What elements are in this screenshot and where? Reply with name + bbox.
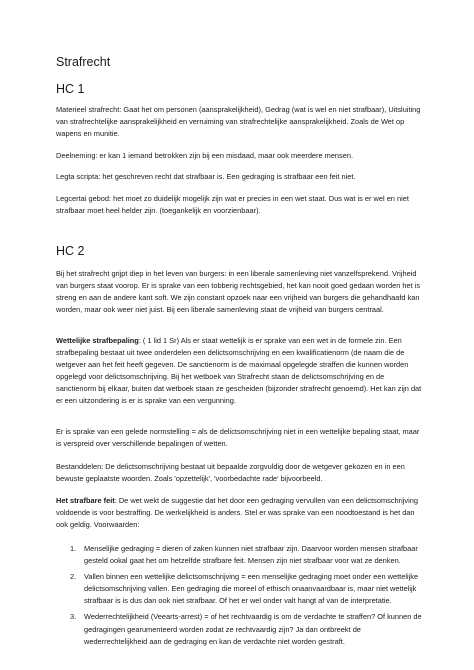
document-title: Strafrecht bbox=[56, 55, 111, 69]
list-number: 3. bbox=[70, 612, 77, 622]
paragraph-legcertai-gebod: Legcertai gebod: het moet zo duidelijk mogelijk zijn wat er precies in een wet staat. Dus wat is er wel en niet strafbaar moet heel helder zijn. (toegankelijk en voorzienbaar). bbox=[56, 194, 409, 216]
section-heading-hc1: HC 1 bbox=[56, 82, 85, 96]
paragraph-materieel-strafrecht: Materieel strafrecht: Gaat het om personen (aansprakelijkheid), Gedrag (wat is wel en niet strafbaar), Uitsluiting van strafrechtelijke aansprakelijkheid en verruiming van strafrechtelijke aansprakelijkheid. Zoals de Wet op wapens en munitie. bbox=[56, 105, 421, 139]
conditions-list bbox=[56, 543, 426, 652]
paragraph-strafbare-feit bbox=[56, 495, 426, 531]
text-wettelijke-strafbepaling: : ( 1 lid 1 Sr) Als er staat wettelijk is er sprake van een wet in de formele zin. Een strafbepaling bestaat uit twee onderdelen een delictsomschrijving en een kwalificatienorm (de naam die de wetgever aan het feit heeft gegeven. De sanctienorm is de maximaal opgelegde straffen die kunnen worden opgelegd voor delictsomschrijving. Bij het wetboek van Strafrecht staan de delictsomschrijving en de sanctienorm bij elkaar, buiten dat wetboek staan ze gescheiden (bijzonder strafrecht genoemd). Het kan zijn dat er een uitzondering is er is sprake van een vergunning. bbox=[56, 336, 422, 406]
section-heading-hc2: HC 2 bbox=[56, 244, 85, 258]
text-strafbare-feit: : De wet wekt de suggestie dat het door een gedraging vervullen van een delictsomschrijving voldoende is voor bestraffing. De werkelijkheid is anders. Stel er was sprake van een noodtoestand is het dan ook geldig. Voorwaarden: bbox=[56, 496, 418, 530]
list-item-text: Wederrechtelijkheid (Veearts-arrest) = of het rechtvaardig is om de verdachte te straffen? Of kunnen de gedragingen gearumenteerd worden zodat ze rechtvaardig zijn? Ja dan ontbreekt de wederrechtelijkheid aan de gedraging en kan de verdachte niet worden gestraft. bbox=[84, 612, 422, 646]
paragraph-deelneming: Deelneming: er kan 1 iemand betrokken zijn bij een misdaad, maar ook meerdere mensen. bbox=[56, 151, 354, 160]
list-item-text: Vallen binnen een wettelijke delictsomschrijving = een menselijke gedraging moet onder een wettelijke delictsomschrijving vallen. Een gedraging die moreel of ethisch onaanvaardbaar is, maar niet wettelijk strafbaar is is dus dan ook niet strafbaar. Of het er wel onder valt hangt af van de interpretatie. bbox=[84, 572, 419, 606]
paragraph-liberale-samenleving: Bij het strafrecht grijpt diep in het leven van burgers: in een liberale samenleving niet vanzelfsprekend. Vrijheid van burgers staat voorop. Er is sprake van een tobberig rechtsgebied, het kan nooit goed gedaan worden het is streng en aan de andere kant soft. We zijn constant opzoek naar een vrijheid van burgers die gehandhaafd kan worden, maar ook weer niet juist. Bij een liberale samenleving staat de vrijheid van burgers centraal. bbox=[56, 269, 421, 315]
list-number: 1. bbox=[70, 544, 77, 553]
list-item bbox=[56, 571, 426, 607]
list-number: 2. bbox=[70, 572, 77, 582]
paragraph-legta-scripta: Legta scripta: het geschreven recht dat strafbaar is. Een gedraging is strafbaar een feit niet. bbox=[56, 172, 356, 181]
paragraph-wettelijke-strafbepaling bbox=[56, 335, 426, 408]
term-wettelijke-strafbepaling: Wettelijke strafbepaling bbox=[56, 336, 139, 345]
paragraph-bestanddelen: Bestanddelen: De delictsomschrijving bestaat uit bepaalde zorgvuldig door de wetgever gekozen en in een bewuste geplaatste woorden. Zoals 'opzettelijk', 'voorbedachte rade' bijvoorbeeld. bbox=[56, 462, 405, 484]
paragraph-gelede-normstelling: Er is sprake van een gelede normstelling = als de delictsomschrijving niet in een wettelijke bepaling staat, maar is verspreid over verschillende bepalingen of wetten. bbox=[56, 427, 420, 449]
list-item-text: Menselijke gedraging = dieren of zaken kunnen niet strafbaar zijn. Daarvoor worden mensen strafbaar gesteld ookal gaat het om hetzelfde strafbare feit. Mensen zijn niet strafbaar voor wat ze denken. bbox=[84, 544, 418, 566]
list-item bbox=[56, 611, 426, 647]
list-item bbox=[56, 543, 426, 567]
term-strafbare-feit: Het strafbare feit bbox=[56, 496, 115, 505]
